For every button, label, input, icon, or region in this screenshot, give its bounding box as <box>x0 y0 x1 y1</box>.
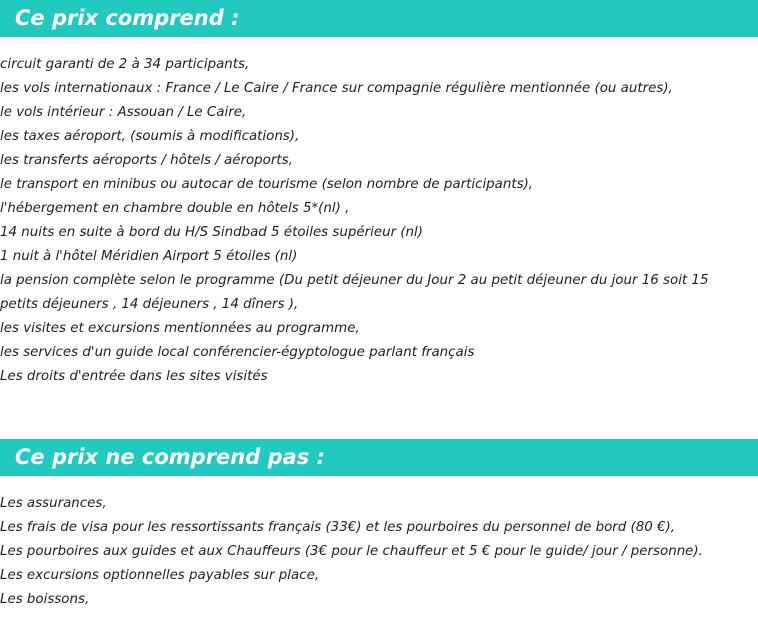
list-item: les visites et excursions mentionnées au programme, <box>0 321 360 336</box>
list-item: 1 nuit à l'hôtel Méridien Airport 5 étoiles (nl) <box>0 249 298 264</box>
included-section-title: Ce prix comprend : <box>15 6 240 30</box>
excluded-section-title: Ce prix ne comprend pas : <box>15 445 326 469</box>
list-item: les transferts aéroports / hôtels / aéroports, <box>0 153 293 168</box>
excluded-section-header <box>0 439 758 476</box>
list-item: les taxes aéroport, (soumis à modifications), <box>0 129 300 144</box>
included-items-list <box>0 53 758 389</box>
excluded-items-list <box>0 492 758 612</box>
list-item: Les excursions optionnelles payables sur place, <box>0 568 320 583</box>
list-item: le transport en minibus ou autocar de tourisme (selon nombre de participants), <box>0 177 534 192</box>
list-item: le vols intérieur : Assouan / Le Caire, <box>0 105 247 120</box>
list-item: Les droits d'entrée dans les sites visités <box>0 369 268 384</box>
included-section-header <box>0 0 758 37</box>
list-item: Les assurances, <box>0 496 107 511</box>
list-item: l'hébergement en chambre double en hôtels 5*(nl) , <box>0 201 350 216</box>
list-item: Les pourboires aux guides et aux Chauffeurs (3€ pour le chauffeur et 5 € pour le guide/ jour / personne). <box>0 544 703 559</box>
list-item: 14 nuits en suite à bord du H/S Sindbad 5 étoiles supérieur (nl) <box>0 225 423 240</box>
list-item: les services d'un guide local conférencier-égyptologue parlant français <box>0 345 475 360</box>
list-item: Les frais de visa pour les ressortissants français (33€) et les pourboires du personnel de bord (80 €), <box>0 520 676 535</box>
list-item: circuit garanti de 2 à 34 participants, <box>0 57 250 72</box>
list-item: les vols internationaux : France / Le Caire / France sur compagnie régulière mentionnée (ou autres), <box>0 81 673 96</box>
list-item: Les boissons, <box>0 592 90 607</box>
list-item: la pension complète selon le programme (Du petit déjeuner du Jour 2 au petit déjeuner du jour 16 soit 15 petits déjeuners , 14 déjeuners , 14 dîners ), <box>0 273 709 312</box>
